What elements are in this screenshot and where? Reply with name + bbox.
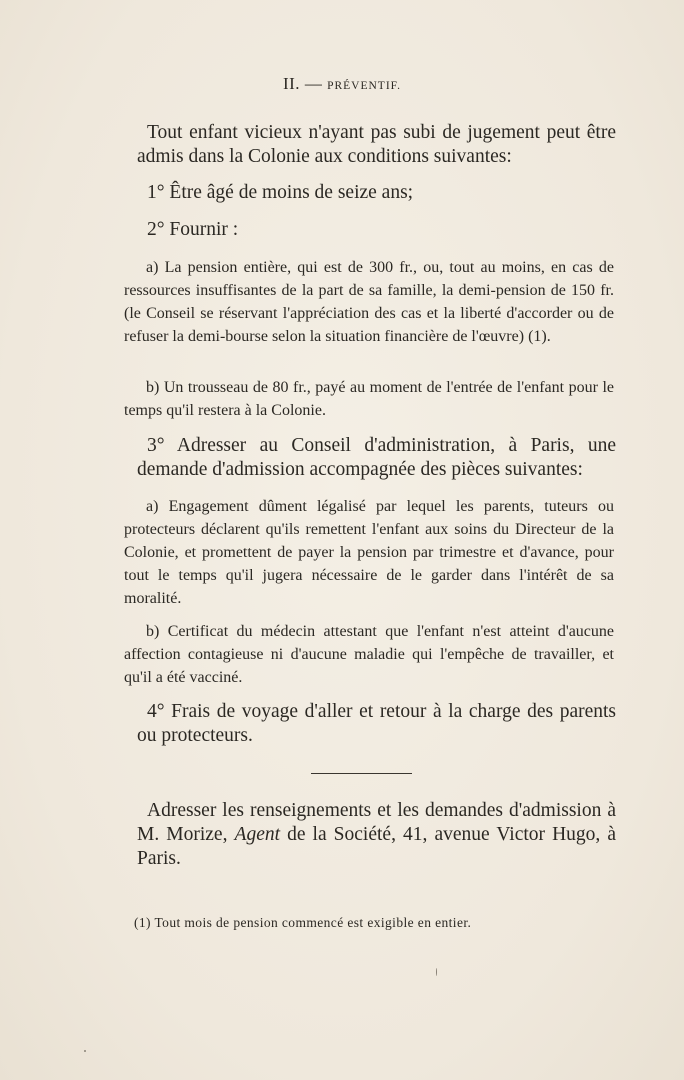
- condition-2a: a) La pension entière, qui est de 300 fr., ou, tout au moins, en cas de ressources insuffisantes de la part de sa famille, la demi-pension de 150 fr. (le Conseil se réservant l'appréciation des cas et la liberté d'accorder ou de refuser la demi-bourse selon la situation financière de l'œuvre) (1).: [124, 259, 614, 345]
- section-number: II.: [282, 74, 301, 93]
- paper-speck: [84, 1050, 86, 1052]
- intro-paragraph: Tout enfant vicieux n'ayant pas subi de jugement peut être admis dans la Colonie aux conditions suivantes:: [137, 122, 616, 167]
- page-header: [0, 74, 684, 94]
- condition-2: 2° Fournir :: [147, 219, 239, 240]
- condition-1: 1° Être âgé de moins de seize ans;: [147, 182, 414, 203]
- address-text-before: Adresser les renseignements et les demandes d'admission à M. Morize,: [137, 800, 616, 845]
- paper-speck: [436, 968, 437, 976]
- header-dash: —: [304, 74, 323, 93]
- address-text-after: de la Société, 41, avenue Victor Hugo, à Paris.: [137, 824, 616, 869]
- condition-4: 4° Frais de voyage d'aller et retour à la charge des parents ou protecteurs.: [137, 701, 616, 746]
- condition-3b: b) Certificat du médecin attestant que l'enfant n'est atteint d'aucune affection contagieuse ni d'aucune maladie qui l'empêche de travailler, et qu'il a été vacciné.: [124, 623, 614, 686]
- footnote: (1) Tout mois de pension commencé est exigible en entier.: [134, 915, 472, 930]
- section-title: PRÉVENTIF.: [327, 80, 401, 92]
- condition-3: 3° Adresser au Conseil d'administration, à Paris, une demande d'admission accompagnée des pièces suivantes:: [137, 435, 616, 480]
- agent-word: Agent: [234, 824, 281, 845]
- address-paragraph: [137, 799, 616, 871]
- condition-2b: b) Un trousseau de 80 fr., payé au moment de l'entrée de l'enfant pour le temps qu'il restera à la Colonie.: [124, 379, 614, 419]
- condition-3a: a) Engagement dûment légalisé par lequel les parents, tuteurs ou protecteurs déclarent qu'ils remettent l'enfant aux soins du Directeur de la Colonie, et promettent de payer la pension par trimestre et d'avance, pour tout le temps qu'il jugera nécessaire de le garder dans l'intérêt de sa moralité.: [124, 498, 614, 607]
- separator-rule: [311, 773, 412, 774]
